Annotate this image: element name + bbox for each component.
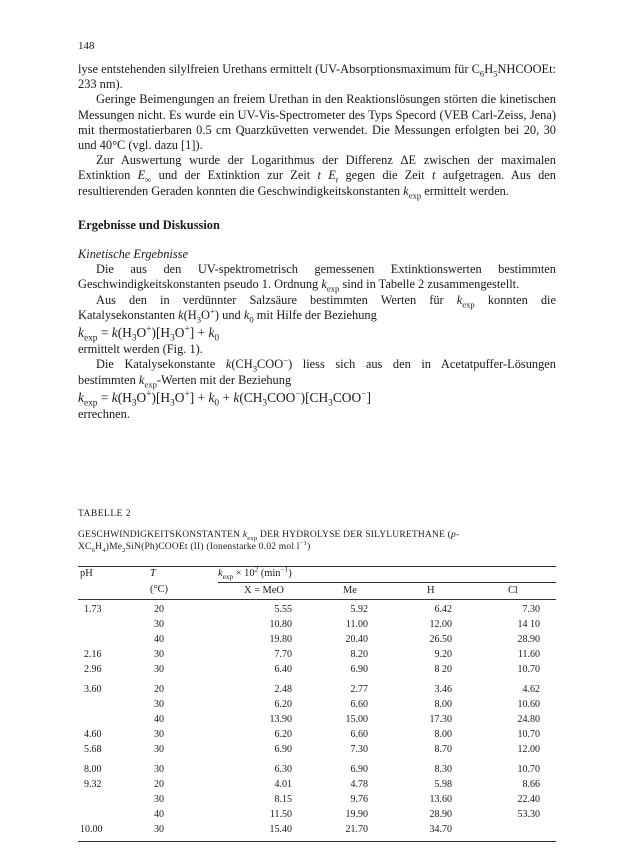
cell-cl: 10.70 [517, 664, 540, 675]
paragraph-3: Zur Auswertung wurde der Logarithmus der Differenz ΔE zwischen der maximalen Extinktion $E_\infty$ und der Extinktion zur Zeit t $E_t$ gegen die Zeit t aufgetragen. Aus den resultierenden Geraden konnten die Geschwindigkeitskonstanten $k_{exp}$ ermittelt werden. [78, 153, 556, 201]
header-me: Me [343, 585, 357, 596]
cell-me: 6.60 [350, 729, 368, 740]
cell-ph: 2.16 [84, 649, 102, 660]
paragraph-7: Die Katalysekonstante $k(CH_3COO^-)$ liess sich aus den in Acetatpuffer-Lösungen bestimmten $k_{exp}$-Werten mit der Beziehung [78, 355, 556, 390]
cell-me: 6.90 [350, 664, 368, 675]
table-caption [78, 508, 556, 553]
cell-meo: 10.80 [269, 619, 292, 630]
paragraph-8: errechnen. [78, 407, 130, 422]
cell-h: 8.70 [434, 744, 452, 755]
cell-h: 34.70 [429, 824, 452, 835]
table-bottom-rule [78, 841, 556, 842]
cell-h: 6.42 [434, 604, 452, 615]
cell-cl: 14 10 [517, 619, 540, 630]
cell-h: 13.60 [429, 794, 452, 805]
cell-meo: 8.15 [274, 794, 292, 805]
cell-t: 40 [154, 809, 164, 820]
cell-h: 5.98 [434, 779, 452, 790]
cell-t: 30 [154, 619, 164, 630]
cell-me: 5.92 [350, 604, 368, 615]
cell-t: 20 [154, 684, 164, 695]
cell-t: 30 [154, 764, 164, 775]
cell-meo: 4.01 [274, 779, 292, 790]
cell-meo: 11.50 [269, 809, 292, 820]
cell-t: 30 [154, 824, 164, 835]
table-header-rule [78, 599, 556, 600]
cell-cl: 10.70 [517, 764, 540, 775]
cell-t: 20 [154, 604, 164, 615]
header-rate-constant: $k_{exp} \times 10^2$ $(\min^{-1})$ [218, 565, 292, 582]
cell-ph: 2.96 [84, 664, 102, 675]
cell-cl: 24.80 [517, 714, 540, 725]
cell-me: 6.90 [350, 764, 368, 775]
cell-h: 8 20 [434, 664, 452, 675]
subsection-heading: Kinetische Ergebnisse [78, 247, 189, 262]
cell-me: 2.77 [350, 684, 368, 695]
cell-me: 4.78 [350, 779, 368, 790]
cell-meo: 5.55 [274, 604, 292, 615]
cell-cl: 8.66 [522, 779, 540, 790]
cell-ph: 3.60 [84, 684, 102, 695]
cell-h: 17.30 [429, 714, 452, 725]
cell-me: 7.30 [350, 744, 368, 755]
cell-cl: 4.62 [522, 684, 540, 695]
cell-me: 8.20 [350, 649, 368, 660]
equation-1: $k_{exp} = k(H_3O^+)[H_3O^+] + k_0$ [78, 324, 220, 344]
header-temperature: T [150, 568, 156, 579]
cell-ph: 1.73 [84, 604, 102, 615]
table-title: GESCHWINDIGKEITSKONSTANTEN $k_{exp}$ DER HYDROLYSE DER SILYLURETHANE $(p-XC_6H_4)Me_2SiN(Ph)COOEt$ (II) (Ionenstarke 0.02 mol $l^{-1}$) [78, 530, 460, 554]
cell-t: 30 [154, 649, 164, 660]
cell-t: 30 [154, 744, 164, 755]
table-label: TABELLE 2 [78, 509, 132, 519]
cell-me: 15.00 [345, 714, 368, 725]
page-number: 148 [78, 40, 95, 52]
cell-h: 8.30 [434, 764, 452, 775]
cell-meo: 13.90 [269, 714, 292, 725]
cell-me: 9.76 [350, 794, 368, 805]
header-ph: pH [80, 568, 93, 579]
cell-me: 11.00 [345, 619, 368, 630]
cell-me: 20.40 [345, 634, 368, 645]
cell-t: 30 [154, 699, 164, 710]
cell-cl: 22.40 [517, 794, 540, 805]
cell-t: 30 [154, 794, 164, 805]
cell-ph: 10.00 [80, 824, 103, 835]
cell-meo: 6.30 [274, 764, 292, 775]
header-group-rule [218, 582, 556, 583]
paragraph-6: ermittelt werden (Fig. 1). [78, 342, 203, 357]
cell-h: 12.00 [429, 619, 452, 630]
cell-meo: 6.40 [274, 664, 292, 675]
cell-ph: 5.68 [84, 744, 102, 755]
header-h: H [427, 585, 435, 596]
cell-meo: 2.48 [274, 684, 292, 695]
cell-meo: 6.20 [274, 729, 292, 740]
cell-t: 30 [154, 729, 164, 740]
cell-me: 19.90 [345, 809, 368, 820]
cell-me: 21.70 [345, 824, 368, 835]
cell-h: 28.90 [429, 809, 452, 820]
cell-t: 40 [154, 634, 164, 645]
cell-meo: 7.70 [274, 649, 292, 660]
cell-cl: 11.60 [517, 649, 540, 660]
paragraph-2: Geringe Beimengungen an freiem Urethan in den Reaktionslösungen störten die kinetischen Messungen nicht. Es wurde ein UV-Vis-Spectrometer des Typs Specord (VEB Carl-Zeiss, Jena) mit thermostatierbaren 0.5 cm Quarzküvetten verwendet. Die Messungen erfolgten bei 20, 30 und 40°C (vgl. dazu [1]). [78, 92, 556, 153]
cell-cl: 10.70 [517, 729, 540, 740]
header-x-meo: X = MeO [244, 585, 284, 596]
table-top-rule [78, 566, 556, 567]
cell-h: 8.00 [434, 729, 452, 740]
cell-h: 9.20 [434, 649, 452, 660]
cell-h: 8.00 [434, 699, 452, 710]
cell-h: 26.50 [429, 634, 452, 645]
equation-2: $k_{exp} = k(H_3O^+)[H_3O^+] + k_0 + k(CH_3COO^-)[CH_3COO^-]$ [78, 389, 371, 409]
paragraph-5: Aus den in verdünnter Salzsäure bestimmten Werten für $k_{exp}$ konnten die Katalysekonstanten $k(H_3O^+)$ und $k_0$ mit Hilfe der Beziehung [78, 292, 556, 325]
paragraph-4: Die aus den UV-spektrometrisch gemessenen Extinktionswerten bestimmten Geschwindigkeitskonstanten pseudo 1. Ordnung $k_{exp}$ sind in Tabelle 2 zusammengestellt. [78, 262, 556, 294]
cell-ph: 9.32 [84, 779, 102, 790]
section-heading: Ergebnisse und Diskussion [78, 217, 220, 232]
cell-meo: 6.90 [274, 744, 292, 755]
cell-cl: 10.60 [517, 699, 540, 710]
header-temperature-unit: (°C) [150, 584, 169, 595]
cell-meo: 15.40 [269, 824, 292, 835]
cell-cl: 12.00 [517, 744, 540, 755]
paragraph-1: lyse entstehenden silylfreien Urethans ermittelt (UV-Absorptionsmaximum für $C_6H_5NHCOOEt$: 233 nm). [78, 62, 556, 92]
header-cl: Cl [508, 585, 518, 596]
cell-meo: 19.80 [269, 634, 292, 645]
cell-t: 30 [154, 664, 164, 675]
cell-t: 20 [154, 779, 164, 790]
cell-h: 3.46 [434, 684, 452, 695]
cell-ph: 8.00 [84, 764, 102, 775]
cell-ph: 4.60 [84, 729, 102, 740]
cell-cl: 53.30 [517, 809, 540, 820]
cell-meo: 6.20 [274, 699, 292, 710]
body-text [78, 62, 556, 422]
cell-t: 40 [154, 714, 164, 725]
cell-cl: 7.30 [522, 604, 540, 615]
cell-me: 6.60 [350, 699, 368, 710]
cell-cl: 28.90 [517, 634, 540, 645]
